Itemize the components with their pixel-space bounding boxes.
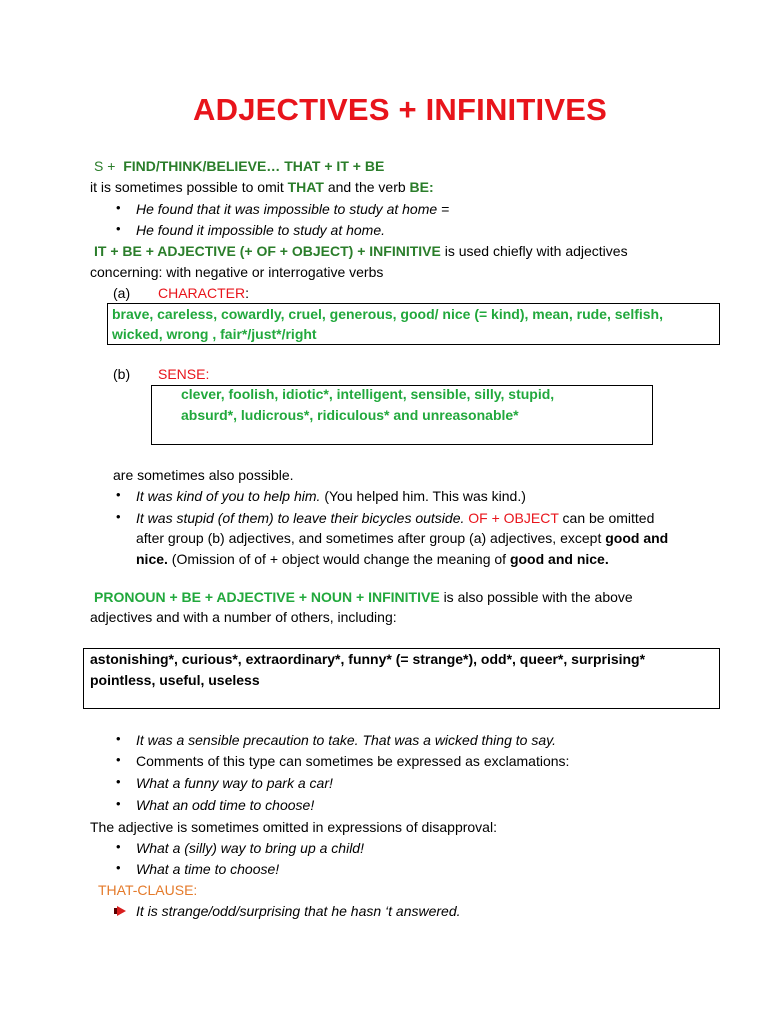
bold-good-and-nice: good and nice. — [509, 551, 609, 567]
example-kind — [136, 487, 526, 505]
exclamation-example: What an odd time to choose! — [136, 797, 315, 813]
example-italic: It was kind of you to help him. — [136, 488, 321, 504]
comments-text: Comments of this type can sometimes be expressed as exclamations: — [136, 753, 570, 769]
that-clause-example: It is strange/odd/surprising that he hasn ‘t answered. — [136, 903, 461, 919]
page-title: ADJECTIVES + INFINITIVES — [193, 92, 607, 127]
bullet-dot-icon: • — [116, 200, 121, 215]
formula: IT + BE + ADJECTIVE (+ OF + OBJECT) + INFINITIVE — [94, 243, 441, 259]
also-possible-text: are sometimes also possible. — [113, 467, 294, 483]
example-rest: can be omitted — [562, 510, 655, 526]
of-object-highlight: OF + OBJECT — [468, 510, 559, 526]
character-heading: CHARACTER — [158, 285, 246, 301]
intro-text: it is sometimes possible to omit — [90, 179, 284, 195]
group-b-label: (b) — [113, 366, 131, 382]
bullet-dot-icon: • — [116, 752, 121, 767]
adjective-list-line2: pointless, useful, useless — [90, 672, 260, 688]
section2-heading — [94, 242, 628, 260]
line-text: after group (b) adjectives, and sometimes after group (a) adjectives, except — [136, 530, 602, 546]
adjective-list-line1: astonishing*, curious*, extraordinary*, funny* (= strange*), odd*, queer*, surprising* — [90, 651, 646, 667]
example-rest: (You helped him. This was kind.) — [324, 488, 526, 504]
line-text: (Omission of of + object would change the meaning of — [171, 551, 507, 567]
exclamation-example: What a funny way to park a car! — [136, 775, 333, 791]
bullet-dot-icon: • — [116, 860, 121, 875]
disapproval-text: The adjective is sometimes omitted in expressions of disapproval: — [90, 819, 497, 835]
example-stupid-line2 — [136, 529, 668, 547]
example-sentence: He found it impossible to study at home. — [136, 222, 386, 238]
bullet-dot-icon: • — [116, 221, 121, 236]
heading-prefix: S + — [94, 158, 116, 174]
formula: PRONOUN + BE + ADJECTIVE + NOUN + INFINITIVE — [94, 589, 440, 605]
character-list-line1: brave, careless, cowardly, cruel, generous, good/ nice (= kind), mean, rude, selfish, — [112, 306, 663, 322]
heading-formula: FIND/THINK/BELIEVE… THAT + IT + BE — [123, 158, 385, 174]
bullet-dot-icon: • — [116, 731, 121, 746]
section1-intro — [90, 178, 434, 196]
bullet-dot-icon: • — [116, 509, 121, 524]
group-a-label: (a) — [113, 285, 131, 301]
colon: : — [245, 285, 250, 301]
bullet-dot-icon: • — [116, 487, 121, 502]
example-sentence: It was a sensible precaution to take. That was a wicked thing to say. — [136, 732, 556, 748]
keyword-be: BE: — [409, 179, 434, 195]
example-italic: It was stupid (of them) to leave their bicycles outside. — [136, 510, 465, 526]
section3-heading — [94, 588, 633, 606]
section3-line2: adjectives and with a number of others, including: — [90, 609, 397, 625]
bold-good-and: good and — [605, 530, 669, 546]
keyword-that: THAT — [287, 179, 324, 195]
intro-text-b: and the verb — [327, 179, 406, 195]
disapproval-example: What a time to choose! — [136, 861, 280, 877]
bold-nice: nice. — [136, 551, 168, 567]
bullet-dot-icon: • — [116, 796, 121, 811]
character-list-line2: wicked, wrong , fair*/just*/right — [112, 326, 317, 342]
formula-rest: is used chiefly with adjectives — [444, 243, 628, 259]
section1-heading — [94, 157, 384, 175]
sense-list-line2: absurd*, ludicrous*, ridiculous* and unreasonable* — [181, 407, 519, 423]
example-sentence: He found that it was impossible to study at home = — [136, 201, 450, 217]
arrow-bullet-icon — [114, 906, 126, 916]
sense-list-line1: clever, foolish, idiotic*, intelligent, sensible, silly, stupid, — [181, 386, 555, 402]
example-stupid — [136, 509, 654, 527]
bullet-dot-icon: • — [116, 839, 121, 854]
that-clause-heading: THAT-CLAUSE: — [98, 882, 198, 898]
example-stupid-line3 — [136, 550, 609, 568]
bullet-dot-icon: • — [116, 774, 121, 789]
group-a-heading — [158, 284, 249, 302]
disapproval-example: What a (silly) way to bring up a child! — [136, 840, 364, 856]
formula-rest: is also possible with the above — [443, 589, 633, 605]
sense-heading: SENSE: — [158, 366, 210, 382]
section2-line2: concerning: with negative or interrogative verbs — [90, 264, 384, 280]
